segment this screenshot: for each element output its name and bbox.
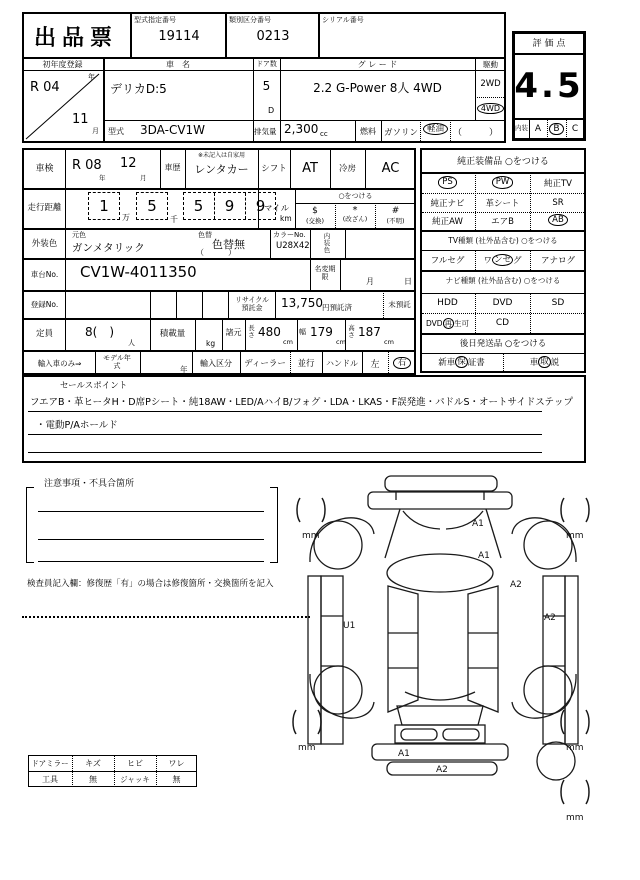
oneseg-post: グ: [513, 256, 522, 266]
tools-none-value: 無: [89, 774, 97, 784]
kg-unit: kg: [206, 339, 216, 348]
history-note: ※未記入は自家用: [197, 151, 246, 159]
equip-pw: PW: [492, 176, 514, 188]
ac-label: 冷房: [338, 164, 356, 174]
mileage-digit-3: 5: [193, 197, 204, 215]
model-year-unit: 年: [180, 365, 188, 374]
color-number-value: U28X42: [276, 241, 310, 251]
manual-post: 説: [550, 358, 560, 368]
equip-oem-tv: 純正TV: [543, 178, 572, 189]
width-value: 179: [310, 325, 333, 339]
capacity-unit: 人: [128, 339, 135, 347]
parallel-option: 並行: [297, 359, 315, 369]
odometer-exchanged-option: [295, 203, 335, 228]
altered-text: (改ざん): [342, 215, 368, 223]
sen-unit: 千: [170, 215, 178, 224]
dvdp-pre: DVD: [425, 318, 443, 328]
cd-option: CD: [495, 318, 510, 328]
divider: [381, 120, 382, 143]
model-code-value: 3DA-CV1W: [140, 123, 206, 137]
interior-grade-b: B: [549, 123, 563, 136]
deadline-day-unit: 日: [404, 277, 412, 286]
recycle-deposit-label: リサイクル預託金: [234, 295, 270, 312]
exterior-color-label: 外装色: [31, 238, 58, 249]
fuel-gasoline: ガソリン: [384, 128, 419, 138]
interior-color-label: 内装色: [323, 231, 331, 254]
divider: [422, 270, 584, 272]
car-name-value: デリカD:5: [110, 82, 167, 96]
navi-hdd-option: HDD: [437, 298, 458, 308]
damage-diagram: [288, 468, 598, 828]
notes-bracket-right: [270, 487, 278, 563]
displacement-value: 2,300: [284, 122, 319, 136]
mileage-digit-5: 9: [255, 197, 266, 215]
notes-writing-line: [38, 539, 264, 540]
damage-code-a2: A2: [436, 765, 448, 775]
warranty-pre: 新車: [438, 358, 456, 368]
handle-left-option: 左: [370, 359, 380, 370]
measure-brackets-group: [293, 498, 589, 804]
grade-value: 2.2 G-Power 8人 4WD: [313, 80, 442, 95]
divider: [22, 290, 416, 292]
month-unit: 月: [92, 127, 99, 135]
divider: [28, 452, 542, 453]
doors-label: ドア数: [256, 60, 277, 68]
equip-leather-seat: 革シート: [485, 198, 520, 209]
fuel-diesel-selected: [423, 123, 448, 135]
first-reg-month: 11: [72, 112, 89, 127]
navi-type-header: ナビ種類 (社外品含む) ○をつける: [445, 275, 561, 285]
manual-pre: 車: [529, 358, 539, 368]
divider: [150, 290, 151, 318]
mm-unit-label: mm: [566, 813, 584, 823]
altered-symbol: *: [352, 205, 358, 216]
recycle-amount: 13,750: [281, 296, 323, 310]
divider: [65, 188, 66, 228]
divider: [65, 318, 66, 350]
history-label: 車歴: [164, 162, 181, 172]
break-label: ワレ: [168, 758, 185, 768]
height-label: 高さ: [348, 323, 355, 339]
inspection-label: 車検: [35, 163, 54, 174]
damage-code-a2: A2: [510, 580, 522, 590]
divider: [95, 350, 96, 375]
divider: [297, 318, 298, 350]
not-deposited-label: 未預託: [388, 299, 411, 309]
divider: [318, 12, 320, 57]
car-name-label: 車 名: [166, 59, 190, 69]
equip-oem-wheels: 純正AW: [432, 217, 463, 227]
handle-right-option: 右: [393, 357, 410, 370]
sales-points-line1: フエアB・革ヒータH・D席Pシート・純18AW・LED/AハイB/フォグ・LDA・LKAS・F誤発進・パドルS・オートサイドステップ: [30, 397, 574, 408]
history-value: レンタカー: [194, 163, 249, 176]
divider: [270, 228, 271, 258]
drive-4wd: 4WD: [477, 103, 504, 115]
divider: [228, 290, 229, 318]
capacity-value: 8( ): [85, 325, 114, 339]
displacement-label: 排気量: [254, 127, 277, 136]
crack-label: ヒビ: [127, 758, 143, 768]
chassis-number-label: 車台No.: [30, 269, 59, 279]
handle-right-selected: [388, 353, 416, 373]
shift-label: シフト: [261, 164, 287, 174]
divider: [195, 318, 196, 350]
drive-label: 駆動: [483, 59, 498, 69]
navi-sd-option: SD: [551, 298, 565, 308]
detail-table-frame: [22, 148, 416, 375]
original-color-label: 元色: [72, 231, 86, 239]
equip-sunroof: SR: [552, 197, 564, 208]
exchanged-symbol: $: [312, 206, 318, 216]
import-class-label: 輸入区分: [200, 358, 232, 368]
interior-grade-c: C: [571, 124, 579, 134]
first-registration-label: 初年度登録: [42, 59, 83, 69]
divider: [28, 411, 542, 412]
divider: [22, 350, 416, 352]
equip-airbag: エアB: [491, 217, 514, 227]
oem-equipment-header: 純正装備品 ○をつける: [457, 156, 549, 167]
divider: [340, 258, 341, 290]
doors-d: D: [268, 106, 275, 115]
equip-ab-selected: [530, 210, 586, 230]
notes-label: 注意事項・不具合箇所: [44, 479, 135, 489]
shift-value: AT: [302, 160, 318, 176]
divider: [130, 12, 132, 57]
divider: [245, 318, 246, 350]
mileage-label: 走行距離: [27, 203, 62, 213]
tv-fullseg-option: フルセグ: [430, 256, 465, 266]
deadline-month-unit: 月: [366, 277, 374, 286]
repaint-paren: （ ）: [196, 248, 236, 257]
interior-label: 内装: [515, 124, 528, 133]
sales-points-label: セールスポイント: [60, 381, 128, 391]
km-unit: km: [280, 214, 292, 223]
oneseg-pre: ワ: [483, 256, 492, 266]
divider: [22, 258, 416, 260]
mile-label: マイル: [263, 204, 290, 214]
warranty-circled: 保: [457, 356, 466, 367]
name-change-deadline-label: 名変期限: [314, 265, 336, 281]
damage-code-a1: A1: [478, 551, 490, 561]
handle-label: ハンドル: [326, 358, 358, 368]
divider: [422, 333, 584, 335]
repaint-value: 色替無: [212, 238, 245, 251]
divider: [28, 434, 542, 435]
divider: [422, 230, 584, 232]
dealer-option: ディーラー: [244, 359, 286, 369]
odometer-altered-option: [335, 203, 375, 228]
mm-unit-label: mm: [566, 743, 584, 753]
interior-grade-a: A: [534, 124, 542, 134]
tv-oneseg-selected: [475, 250, 530, 270]
damage-code-a1: A1: [472, 519, 484, 529]
mark-circle-note: ○をつける: [338, 191, 373, 200]
oneseg-circled: ンセ: [493, 254, 511, 265]
mileage-digit-sen: 5: [147, 197, 157, 215]
mm-unit-label: mm: [298, 743, 316, 753]
tv-analog-option: アナログ: [540, 256, 575, 266]
divider: [65, 148, 66, 188]
registration-number-label: 登録No.: [30, 299, 59, 309]
equip-ps-selected: [420, 172, 475, 193]
damage-code-u1: U1: [343, 621, 356, 631]
warranty-book-selected: [420, 353, 503, 371]
height-value: 187: [358, 325, 381, 339]
repaint-label: 色替: [198, 231, 212, 239]
inspection-month: 12: [120, 156, 137, 171]
divider: [202, 290, 203, 318]
class-number-label: 類別区分番号: [229, 16, 271, 24]
model-code-label: 型式: [108, 127, 124, 136]
unknown-symbol: #: [391, 206, 400, 216]
divider: [310, 228, 311, 258]
mm-unit-label: mm: [302, 531, 320, 541]
equip-pw-selected: [475, 172, 530, 193]
load-capacity-label: 積載量: [159, 328, 186, 339]
later-shipment-header: 後日発送品 ○をつける: [459, 339, 547, 349]
dvdp-circled: 再: [444, 318, 453, 328]
inspection-year-unit: 年: [99, 174, 106, 182]
divider: [140, 350, 141, 375]
inspection-month-unit: 月: [140, 174, 147, 182]
notes-writing-line: [38, 561, 264, 562]
jack-label: ジャッキ: [120, 774, 150, 784]
warranty-post: 証書: [467, 358, 485, 368]
width-label: 幅: [299, 328, 306, 336]
drive-2wd: 2WD: [480, 79, 501, 89]
model-designation-label: 型式指定番号: [134, 16, 176, 24]
first-reg-era: R 04: [30, 80, 60, 95]
year-unit: 年: [88, 73, 95, 81]
divider: [65, 228, 66, 258]
equip-ps: PS: [438, 176, 457, 188]
dvd-playable-selected: [420, 313, 475, 333]
damage-code-a2: A2: [544, 613, 556, 623]
serial-number-label: シリアル番号: [322, 16, 364, 24]
interior-grade-b-selected: [547, 119, 566, 139]
divider: [65, 290, 66, 318]
scratch-label: キズ: [85, 758, 101, 768]
navi-dvd-option: DVD: [492, 298, 513, 308]
divider: [310, 258, 311, 290]
width-unit: cm: [336, 338, 346, 346]
equip-ab: AB: [548, 214, 568, 226]
sales-points-line2: ・電動P/Aホールド: [36, 420, 118, 431]
import-only-label: 輸入車のみ⇒: [37, 358, 82, 368]
score-value: 4.5: [514, 66, 584, 106]
damage-code-a1: A1: [398, 749, 410, 759]
tools-label: 工具: [42, 774, 58, 784]
divider: [22, 318, 416, 320]
score-label: 評 価 点: [532, 38, 566, 49]
divider: [420, 120, 421, 143]
mm-unit-label: mm: [566, 531, 584, 541]
ac-value: AC: [381, 160, 400, 176]
chassis-number-value: CV1W-4011350: [80, 263, 197, 281]
displacement-unit: cc: [320, 130, 328, 138]
exchanged-text: (交換): [305, 217, 325, 225]
notes-writing-line: [38, 511, 264, 512]
model-designation-value: 19114: [158, 28, 200, 44]
jack-none-value: 無: [172, 774, 181, 784]
divider: [176, 290, 177, 318]
divider: [65, 258, 66, 290]
divider: [22, 616, 310, 618]
notes-bracket-left: [26, 487, 34, 563]
doors-value: 5: [262, 79, 271, 93]
diagram-text-group: [298, 519, 584, 823]
height-unit: cm: [384, 338, 394, 346]
color-number-label: カラーNo.: [273, 231, 306, 239]
mileage-digit-4: 9: [224, 197, 235, 215]
sheet-title: 出品票: [33, 25, 118, 51]
grade-label: グ レ ー ド: [357, 59, 398, 69]
divider: [225, 12, 227, 57]
divider: [450, 120, 451, 143]
specs-label: 諸元: [225, 328, 242, 337]
model-year-label: モデル年式: [103, 354, 131, 370]
drive-4wd-selected: [475, 97, 506, 120]
fuel-other-paren: （ ）: [453, 128, 499, 138]
fuel-diesel: 軽油: [423, 123, 448, 135]
mileage-digit-man: 1: [99, 197, 109, 215]
equip-oem-navi: 純正ナビ: [430, 198, 465, 209]
tv-type-header: TV種類 (社外品含む) ○をつける: [448, 235, 558, 245]
divider: [103, 120, 506, 121]
class-number-value: 0213: [256, 28, 290, 44]
divider: [275, 290, 276, 318]
door-mirror-label: ドアミラー: [31, 758, 69, 768]
length-unit: cm: [283, 338, 293, 346]
inspector-note: 検査員記入欄：修復歴「有」の場合は修復箇所・交換箇所を記入: [27, 579, 274, 589]
length-value: 480: [258, 325, 281, 339]
manual-selected: [503, 353, 586, 371]
odometer-unknown-option: [375, 203, 416, 228]
manual-circled: 取: [540, 356, 549, 367]
length-label: 長さ: [248, 323, 255, 339]
fuel-label: 燃料: [360, 126, 376, 136]
original-color-value: ガンメタリック: [72, 242, 145, 254]
capacity-label: 定員: [35, 328, 53, 339]
dvdp-post: 生可: [454, 318, 470, 328]
recycle-amount-unit: 円預託済: [322, 303, 352, 312]
divider: [345, 228, 346, 258]
unknown-text: (不明): [386, 217, 405, 225]
man-unit: 万: [122, 213, 130, 222]
inspection-era: R 08: [72, 158, 102, 173]
